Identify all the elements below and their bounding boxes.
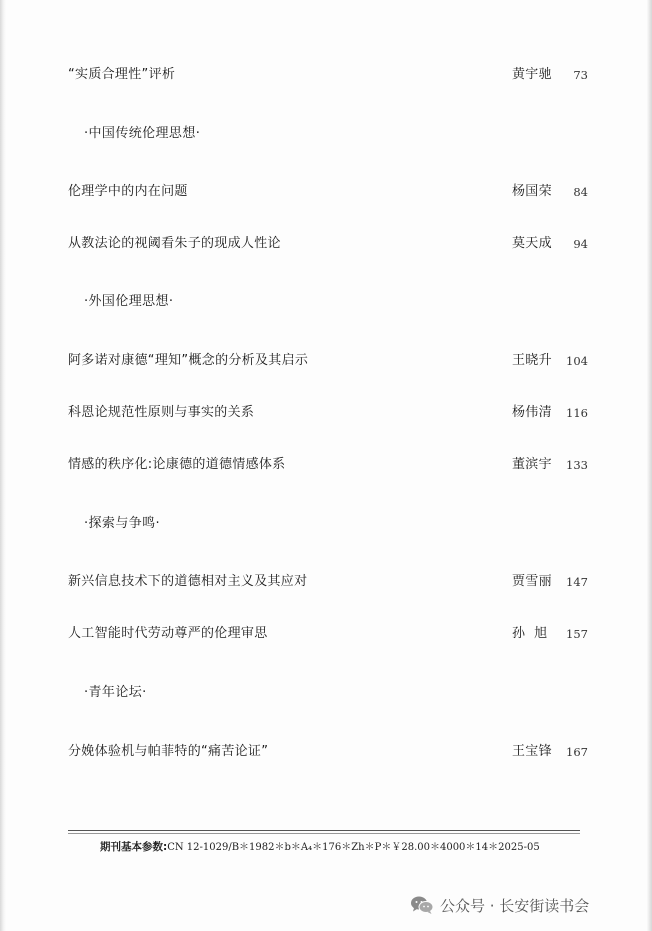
page-number: 147 [566,575,588,589]
article-title: “实质合理性”评析 [68,67,176,82]
article-author: 王宝锋 [512,744,552,759]
toc-entry [68,403,588,423]
toc-entry [68,624,588,644]
toc-entry [68,65,588,85]
page-number: 84 [573,185,588,199]
section-heading: ·青年论坛· [84,685,147,700]
article-title: 新兴信息技术下的道德相对主义及其应对 [68,574,308,589]
toc-entry [68,742,588,762]
section-heading: ·探索与争鸣· [84,516,161,531]
page-number: 94 [573,237,588,251]
footer-rule [68,830,580,831]
article-author: 杨国荣 [512,184,552,199]
page-number: 133 [566,458,588,472]
watermark-text: 公众号 · 长安街读书会 [440,896,590,915]
article-author: 贾雪丽 [512,574,552,589]
article-title: 科恩论规范性原则与事实的关系 [68,405,255,420]
page-number: 104 [566,354,588,368]
toc-entry [68,182,588,202]
page-number: 157 [566,627,588,641]
article-title: 阿多诺对康德“理知”概念的分析及其启示 [68,353,309,368]
page-number: 73 [573,68,588,82]
article-author: 王晓升 [512,353,552,368]
article-title: 人工智能时代劳动尊严的伦理审思 [68,626,268,641]
article-author: 董滨宇 [512,457,552,472]
page-number: 116 [566,406,588,420]
article-title: 从教法论的视阈看朱子的现成人性论 [68,236,281,251]
journal-parameters [100,838,580,856]
watermark [410,893,589,917]
section-heading: ·中国传统伦理思想· [84,126,201,141]
toc-entry [68,351,588,371]
journal-parameters-label: 期刊基本参数: [100,841,168,853]
toc-entry [68,234,588,254]
article-title: 分娩体验机与帕菲特的“痛苦论证” [68,744,269,759]
article-author: 孙 旭 [512,626,548,641]
toc-entry [68,455,588,475]
footer-rule-secondary [68,833,580,834]
wechat-icon [410,895,434,915]
article-title: 伦理学中的内在问题 [68,184,188,199]
toc-entry [68,572,588,592]
article-author: 杨伟清 [512,405,552,420]
article-author: 黄宇驰 [512,67,552,82]
article-title: 情感的秩序化:论康德的道德情感体系 [68,457,286,472]
page-number: 167 [566,745,588,759]
journal-parameters-value: CN 12-1029/B＊1982＊b＊A₄＊176＊Zh＊P＊￥28.00＊4000＊14＊2025-05 [167,842,540,853]
section-heading: ·外国伦理思想· [84,294,174,309]
article-author: 莫天成 [512,236,552,251]
